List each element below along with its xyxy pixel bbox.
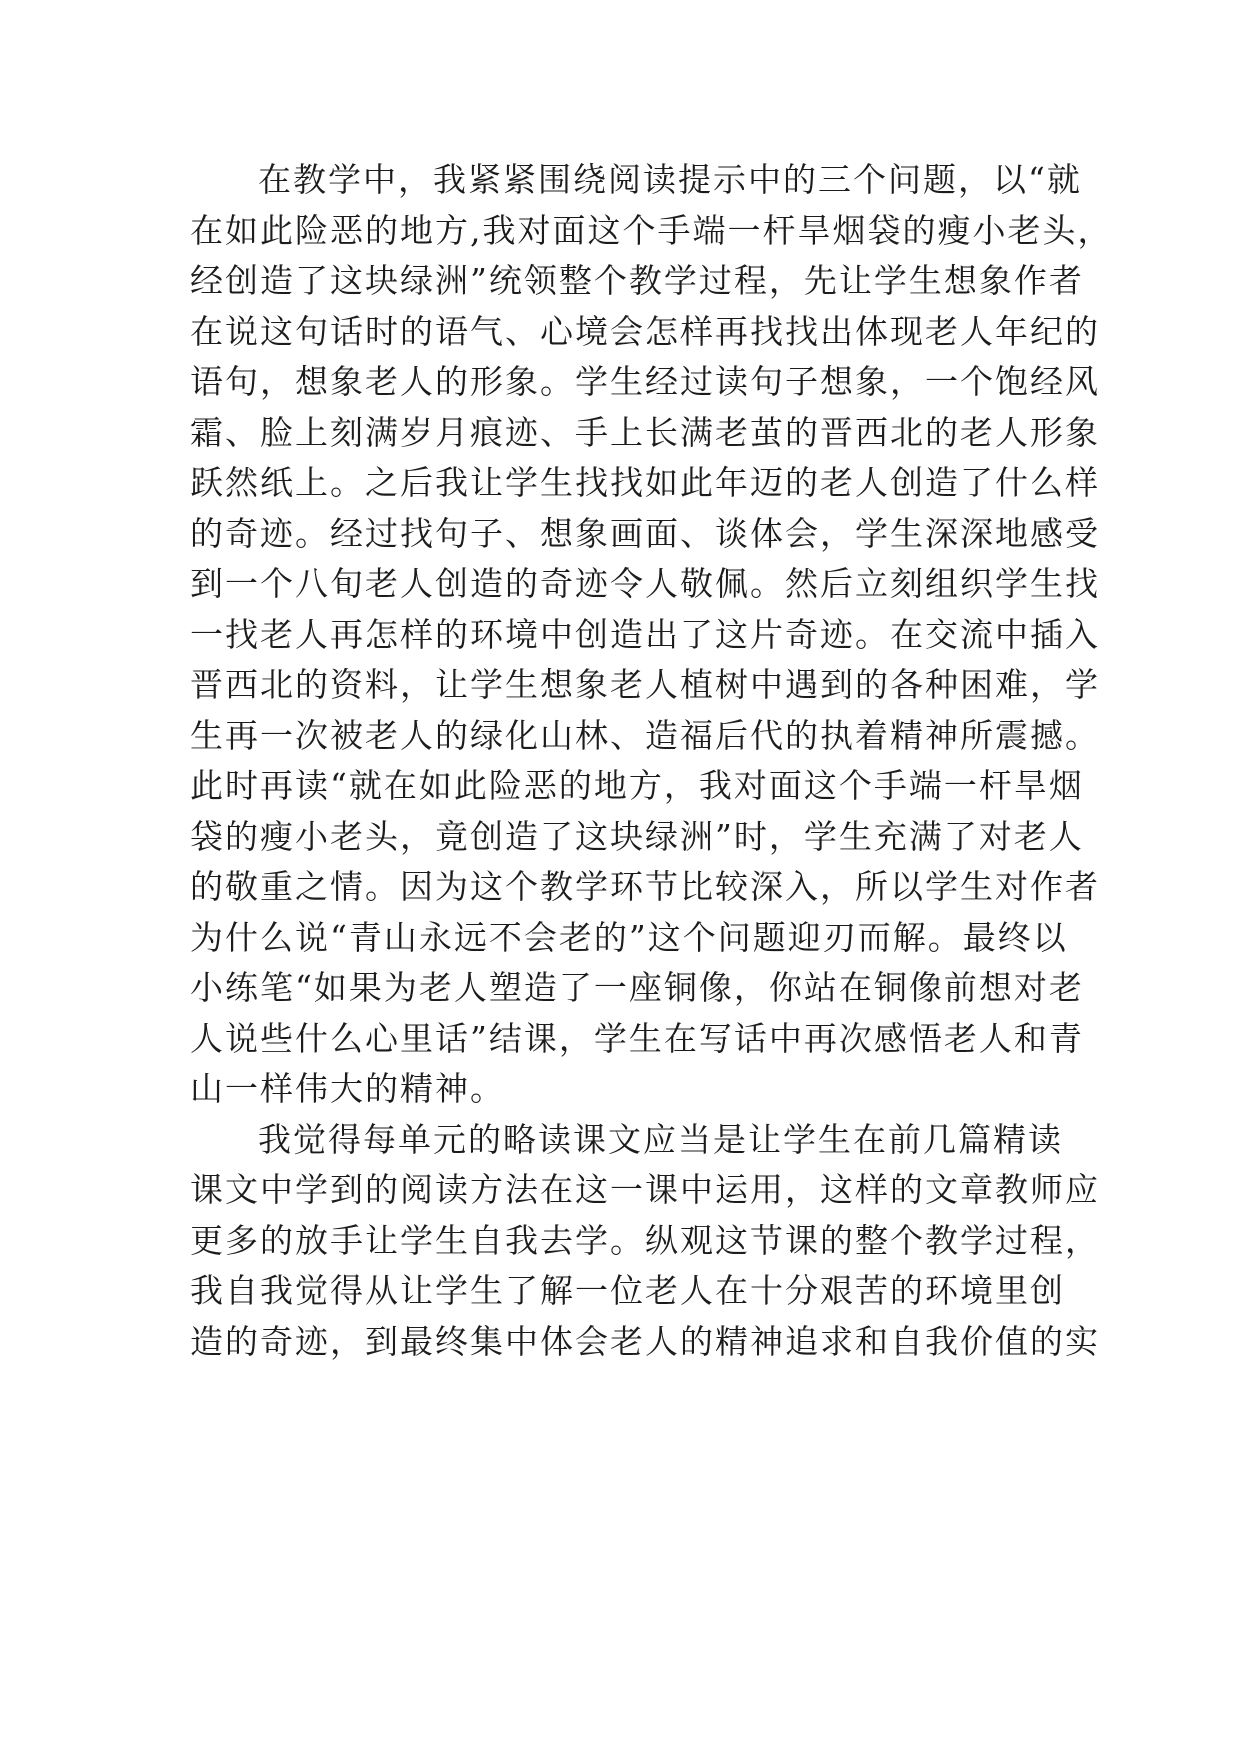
text-line: 山一样伟大的精神。: [190, 1069, 505, 1108]
text-line: 小练笔“如果为老人塑造了一座铜像，你站在铜像前想对老: [190, 968, 1084, 1007]
paragraph-2: [190, 1115, 1100, 1368]
text-line: 在如此险恶的地方,我对面这个手端一杆旱烟袋的瘦小老头，: [190, 210, 1113, 250]
text-line: 的敬重之情。因为这个教学环节比较深入，所以学生对作者: [190, 867, 1100, 906]
text-line: 在教学中，我紧紧围绕阅读提示中的三个问题，以“就: [258, 160, 1082, 199]
text-line: 袋的瘦小老头，竟创造了这块绿洲”时，学生充满了对老人: [190, 816, 1084, 856]
text-line: 一找老人再怎样的环境中创造出了这片奇迹。在交流中插入: [190, 614, 1100, 654]
text-line: 经创造了这块绿洲”统领整个教学过程，先让学生想象作者: [190, 261, 1084, 300]
text-line: 为什么说“青山永远不会老的”这个问题迎刃而解。最终以: [190, 917, 1068, 957]
text-line: 晋西北的资料，让学生想象老人植树中遇到的各种困难，学: [190, 665, 1100, 704]
text-line: 在说这句话时的语气、心境会怎样再找找出体现老人年纪的: [190, 311, 1100, 351]
text-line: 到一个八旬老人创造的奇迹令人敬佩。然后立刻组织学生找: [190, 564, 1100, 603]
text-line: 我自我觉得从让学生了解一位老人在十分艰苦的环境里创: [190, 1271, 1065, 1310]
text-line: 更多的放手让学生自我去学。纵观这节课的整个教学过程，: [190, 1220, 1100, 1260]
text-line: 课文中学到的阅读方法在这一课中运用，这样的文章教师应: [190, 1170, 1100, 1209]
text-line: 跃然纸上。之后我让学生找找如此年迈的老人创造了什么样: [190, 463, 1100, 502]
text-line: 此时再读“就在如此险恶的地方，我对面这个手端一杆旱烟: [190, 766, 1084, 805]
text-line: 生再一次被老人的绿化山林、造福后代的执着精神所震撼。: [190, 715, 1100, 755]
text-line: 造的奇迹，到最终集中体会老人的精神追求和自我价值的实: [190, 1321, 1100, 1361]
text-line: 的奇迹。经过找句子、想象画面、谈体会，学生深深地感受: [190, 513, 1100, 553]
paragraph-1: [190, 155, 1113, 1115]
text-line: 我觉得每单元的略读课文应当是让学生在前几篇精读: [258, 1119, 1063, 1159]
document-body: [190, 155, 1113, 1367]
text-line: 霜、脸上刻满岁月痕迹、手上长满老茧的晋西北的老人形象: [190, 412, 1100, 452]
text-line: 语句，想象老人的形象。学生经过读句子想象，一个饱经风: [190, 362, 1100, 401]
text-line: 人说些什么心里话”结课，学生在写话中再次感悟老人和青: [190, 1018, 1084, 1058]
